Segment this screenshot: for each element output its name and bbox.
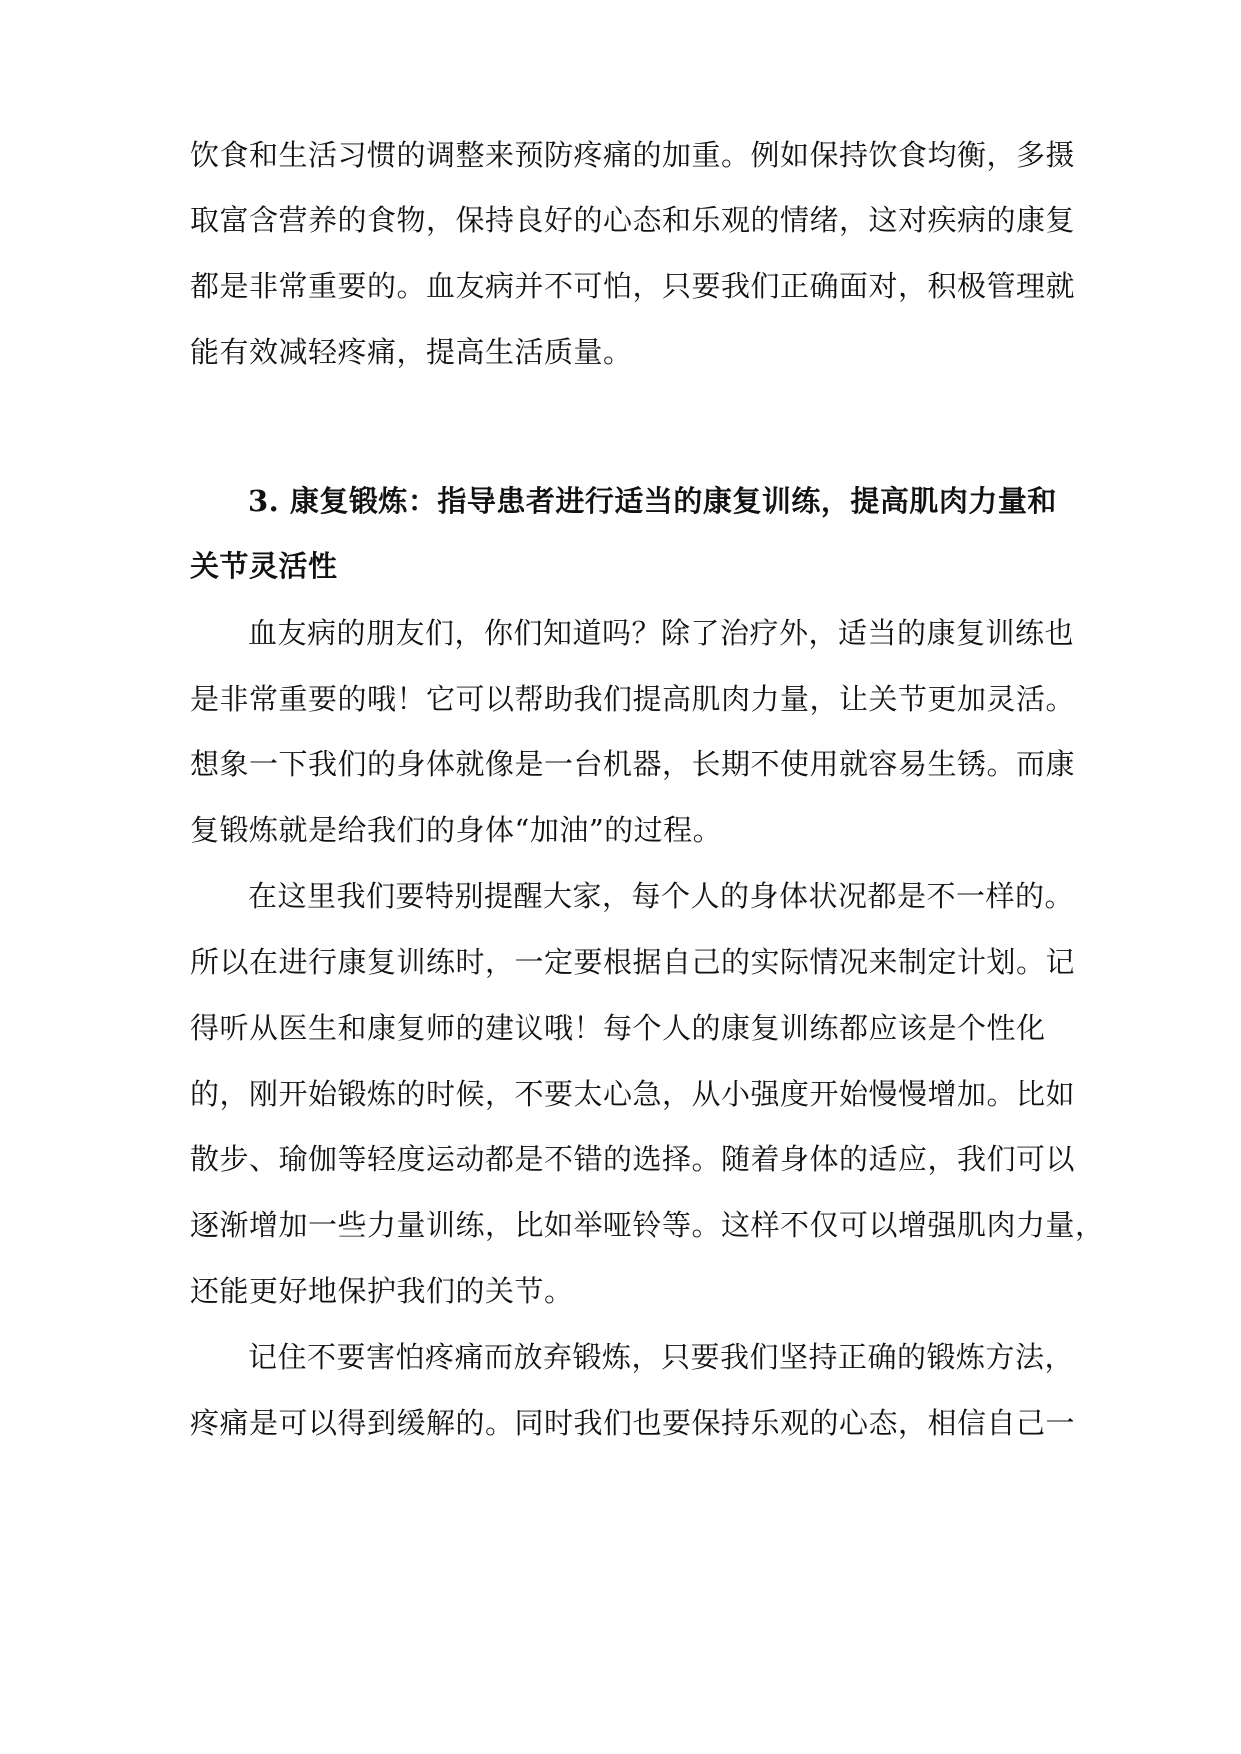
paragraph-line: 还能更好地保护我们的关节。 <box>190 1274 574 1308</box>
paragraph-line: 能有效减轻疼痛，提高生活质量。 <box>190 335 633 369</box>
paragraph-line: 取富含营养的食物，保持良好的心态和乐观的情绪，这对疾病的康复 <box>190 203 1076 237</box>
section-heading: 3. 康复锻炼：指导患者进行适当的康复训练，提高肌肉力量和 <box>248 484 1057 518</box>
paragraph-line: 是非常重要的哦！它可以帮助我们提高肌肉力量，让关节更加灵活。 <box>190 682 1076 716</box>
paragraph-line: 的，刚开始锻炼的时候，不要太心急，从小强度开始慢慢增加。比如 <box>190 1077 1076 1111</box>
paragraph-line: 所以在进行康复训练时，一定要根据自己的实际情况来制定计划。记 <box>190 945 1076 979</box>
paragraph-line: 想象一下我们的身体就像是一台机器，长期不使用就容易生锈。而康 <box>190 747 1076 781</box>
paragraph-line: 血友病的朋友们，你们知道吗？除了治疗外，适当的康复训练也 <box>248 616 1075 650</box>
paragraph-line: 记住不要害怕疼痛而放弃锻炼，只要我们坚持正确的锻炼方法， <box>248 1340 1075 1374</box>
section-heading-continued: 关节灵活性 <box>190 549 338 583</box>
paragraph-line: 得听从医生和康复师的建议哦！每个人的康复训练都应该是个性化 <box>190 1011 1046 1045</box>
paragraph-line: 散步、瑜伽等轻度运动都是不错的选择。随着身体的适应，我们可以 <box>190 1142 1076 1176</box>
paragraph-line: 都是非常重要的。血友病并不可怕，只要我们正确面对，积极管理就 <box>190 269 1076 303</box>
paragraph-line: 饮食和生活习惯的调整来预防疼痛的加重。例如保持饮食均衡，多摄 <box>190 138 1076 172</box>
paragraph-line: 复锻炼就是给我们的身体“加油”的过程。 <box>190 813 723 847</box>
paragraph-line: 疼痛是可以得到缓解的。同时我们也要保持乐观的心态，相信自己一 <box>190 1406 1076 1440</box>
paragraph-line: 逐渐增加一些力量训练，比如举哑铃等。这样不仅可以增强肌肉力量， <box>190 1208 1105 1242</box>
paragraph-line: 在这里我们要特别提醒大家，每个人的身体状况都是不一样的。 <box>248 879 1075 913</box>
